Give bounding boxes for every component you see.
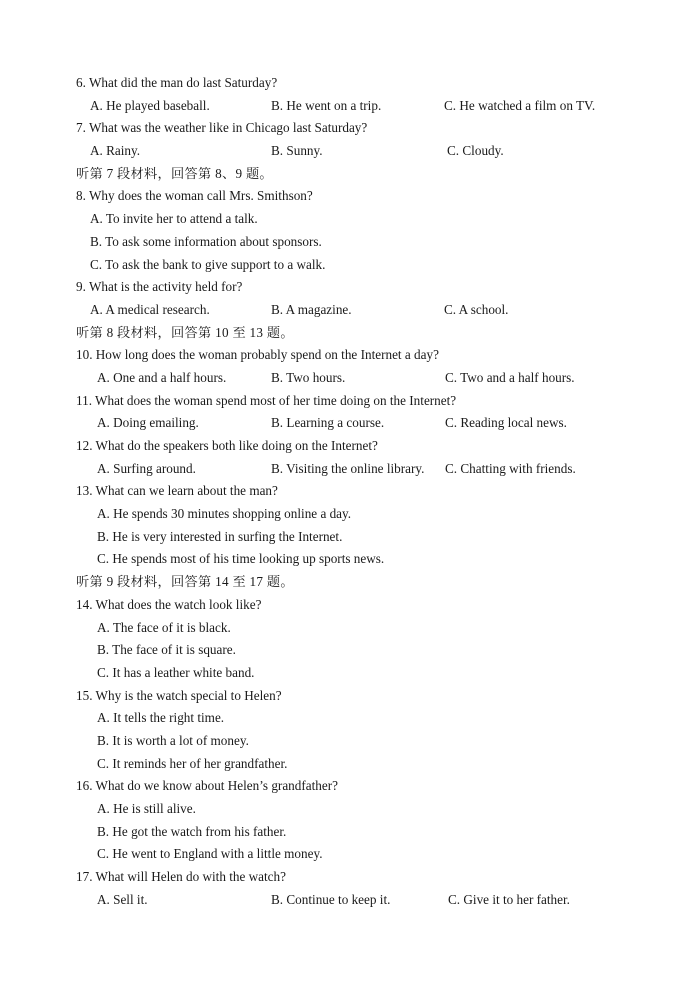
question-16-option-c: C. He went to England with a little money. — [97, 846, 323, 862]
question-14-option-a: A. The face of it is black. — [97, 619, 231, 635]
question-6-option-a: A. He played baseball. — [90, 97, 210, 113]
question-12-stem: 12. What do the speakers both like doing on the Internet? — [76, 438, 378, 453]
question-9-options — [0, 299, 695, 322]
question-13-option-b: B. He is very interested in surfing the Internet. — [97, 528, 343, 544]
question-6-options — [0, 95, 695, 118]
question-16-option-a: A. He is still alive. — [97, 801, 196, 816]
question-10-option-b: B. Two hours. — [271, 369, 346, 385]
question-15-option-b: B. It is worth a lot of money. — [97, 732, 249, 748]
question-8-stem: 8. Why does the woman call Mrs. Smithson? — [76, 188, 313, 204]
question-9-option-c: C. A school. — [444, 301, 509, 317]
question-7-options — [0, 140, 695, 163]
question-11-option-b: B. Learning a course. — [271, 415, 385, 431]
question-14-option-b: B. The face of it is square. — [97, 642, 236, 658]
question-10-option-a: A. One and a half hours. — [97, 369, 227, 385]
question-7-option-a: A. Rainy. — [90, 143, 141, 159]
question-10-option-c: C. Two and a half hours. — [445, 369, 575, 385]
question-15-option-c: C. It reminds her of her grandfather. — [97, 755, 288, 771]
question-16-option-b: B. He got the watch from his father. — [97, 823, 287, 839]
question-11-option-a: A. Doing emailing. — [97, 415, 199, 431]
question-6-option-c: C. He watched a film on TV. — [444, 97, 596, 113]
question-6-stem: 6. What did the man do last Saturday? — [76, 75, 278, 90]
question-10-options — [0, 367, 695, 390]
question-12-option-b: B. Visiting the online library. — [271, 460, 425, 476]
section-8-heading: 听第 8 段材料，回答第 10 至 13 题。 — [76, 324, 294, 340]
question-16-stem: 16. What do we know about Helen’s grandfather? — [76, 778, 338, 794]
question-17-option-b: B. Continue to keep it. — [271, 891, 391, 907]
question-12-option-c: C. Chatting with friends. — [445, 460, 576, 476]
exam-page — [0, 72, 695, 911]
question-6-option-b: B. He went on a trip. — [271, 97, 382, 113]
question-14-option-c: C. It has a leather white band. — [97, 664, 255, 680]
question-8-option-a: A. To invite her to attend a talk. — [90, 211, 258, 227]
question-17-option-c: C. Give it to her father. — [448, 891, 570, 907]
question-17-options — [0, 889, 695, 912]
question-13-option-a: A. He spends 30 minutes shopping online a day. — [97, 506, 352, 522]
question-17-stem: 17. What will Helen do with the watch? — [76, 869, 286, 885]
question-15-option-a: A. It tells the right time. — [97, 710, 225, 726]
question-15-stem: 15. Why is the watch special to Helen? — [76, 687, 282, 703]
question-13-stem: 13. What can we learn about the man? — [76, 483, 278, 499]
section-7-heading: 听第 7 段材料，回答第 8、9 题。 — [76, 165, 273, 181]
question-8-option-b: B. To ask some information about sponsors. — [90, 233, 322, 249]
question-10-stem: 10. How long does the woman probably spend on the Internet a day? — [76, 347, 439, 363]
question-13-option-c: C. He spends most of his time looking up sports news. — [97, 551, 385, 567]
question-17-option-a: A. Sell it. — [97, 891, 148, 907]
question-7-stem: 7. What was the weather like in Chicago last Saturday? — [76, 120, 368, 136]
question-11-stem: 11. What does the woman spend most of her time doing on the Internet? — [76, 392, 457, 408]
question-8-option-c: C. To ask the bank to give support to a walk. — [90, 256, 326, 272]
question-9-option-a: A. A medical research. — [90, 301, 210, 317]
question-12-options — [0, 458, 695, 481]
question-9-option-b: B. A magazine. — [271, 301, 352, 317]
question-11-options — [0, 412, 695, 435]
question-12-option-a: A. Surfing around. — [97, 460, 196, 476]
question-9-stem: 9. What is the activity held for? — [76, 279, 243, 295]
question-7-option-b: B. Sunny. — [271, 143, 323, 159]
section-9-heading: 听第 9 段材料，回答第 14 至 17 题。 — [76, 574, 294, 590]
question-7-option-c: C. Cloudy. — [447, 143, 504, 159]
question-11-option-c: C. Reading local news. — [445, 415, 567, 431]
question-14-stem: 14. What does the watch look like? — [76, 596, 262, 612]
